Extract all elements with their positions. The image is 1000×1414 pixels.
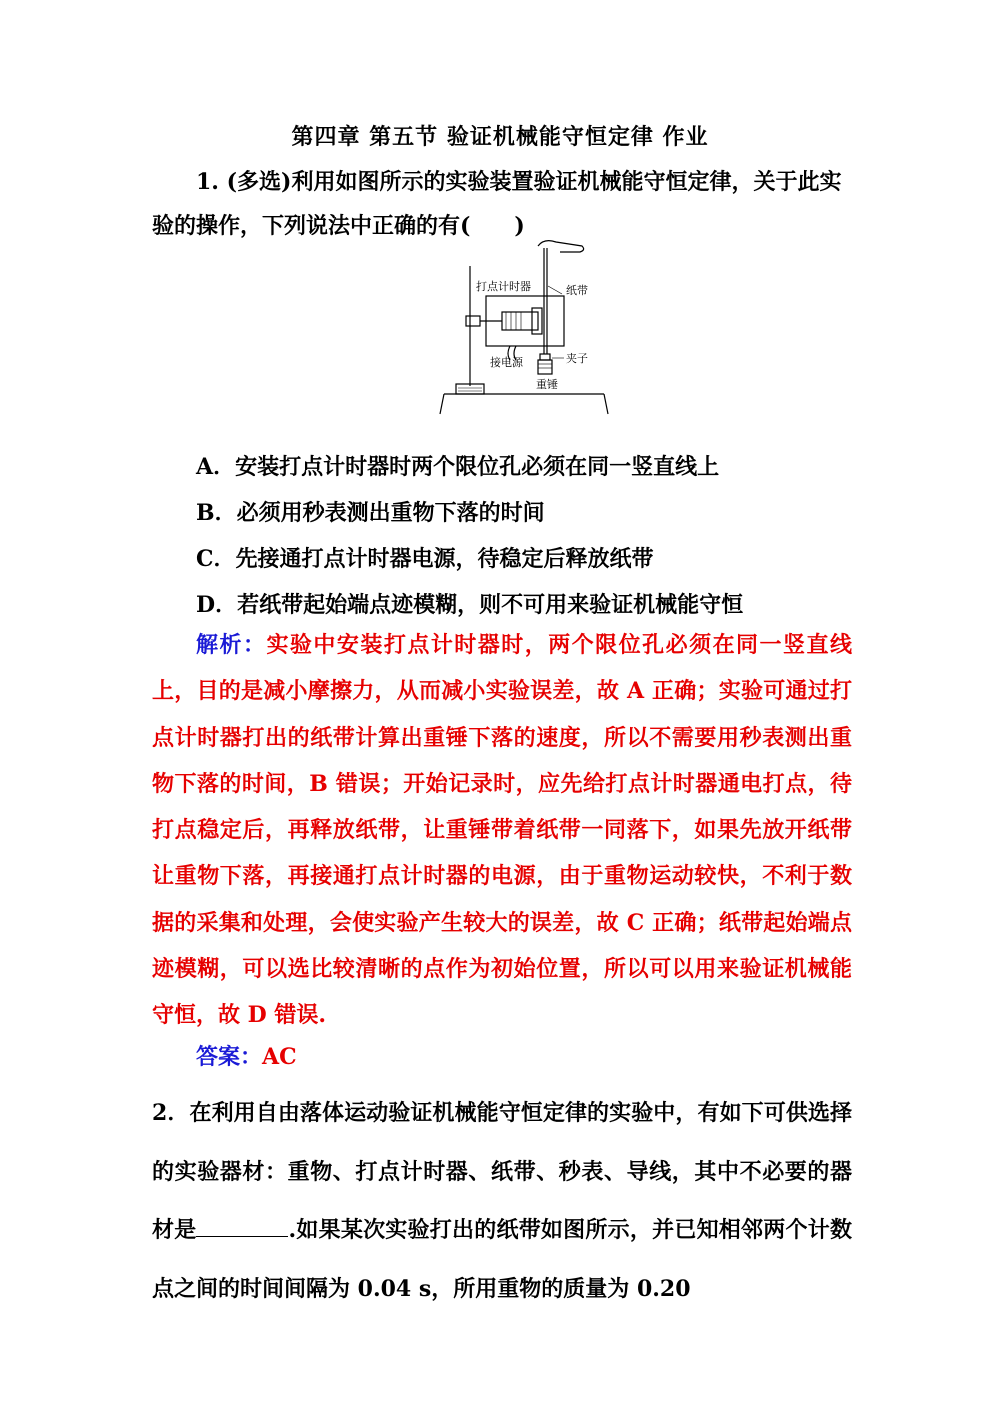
label-power: 接电源 xyxy=(490,356,523,369)
answer-line xyxy=(196,1040,297,1071)
analysis-text: 实验中安装打点计时器时，两个限位孔必须在同一竖直线上，目的是减小摩擦力，从而减小实验误差，故 A 正确；实验可通过打点计时器打出的纸带计算出重锤下落的速度，所以不需要用秒表测出重物下落的时间，B 错误；开始记录时，应先给打点计时器通电打点，待打点稳定后，再释放纸带，让重锤带着纸带一同落下，如果先放开纸带让重物下落，再接通打点计时器的电源，由于重物运动较快，不利于数据的采集和处理，会使实验产生较大的误差，故 C 正确；纸带起始端点迹模糊，可以选比较清晰的点作为初始位置，所以可以用来验证机械能守恒，故 D 错误. xyxy=(152,632,852,1029)
question-2-part1: 2．在利用自由落体运动验证机械能守恒定律的实验中，有如下可供选择的实验器材：重物、打点计时器、纸带、秒表、导线，其中不必要的器材是 xyxy=(152,1100,852,1243)
answer-value: AC xyxy=(262,1044,297,1070)
answer-label: 答案： xyxy=(196,1044,263,1070)
analysis-block xyxy=(152,622,852,1039)
label-timer: 打点计时器 xyxy=(476,280,531,293)
label-weight: 重锤 xyxy=(536,378,558,391)
question-1-stem: 1. (多选)利用如图所示的实验装置验证机械能守恒定律，关于此实验的操作，下列说法中正确的有( ) xyxy=(152,169,842,239)
option-a: A．安装打点计时器时两个限位孔必须在同一竖直线上 xyxy=(196,454,720,480)
answer-blank[interactable] xyxy=(196,1218,288,1237)
experiment-apparatus-figure xyxy=(432,236,616,416)
option-d: D．若纸带起始端点迹模糊，则不可用来验证机械能守恒 xyxy=(196,592,744,618)
question-2-stem xyxy=(152,1084,852,1318)
question-2-part2: .如果某次实验打出的纸带如图所示，并已知相邻两个计数点之间的时间间隔为 0.04 s，所用重物的质量为 0.20 xyxy=(152,1217,852,1302)
label-clip: 夹子 xyxy=(566,352,588,365)
option-c: C．先接通打点计时器电源，待稳定后释放纸带 xyxy=(196,546,654,572)
label-tape: 纸带 xyxy=(566,284,588,297)
page-title: 第四章 第五节 验证机械能守恒定律 作业 xyxy=(291,124,709,150)
analysis-label: 解析： xyxy=(196,632,267,658)
option-b: B．必须用秒表测出重物下落的时间 xyxy=(196,500,545,526)
